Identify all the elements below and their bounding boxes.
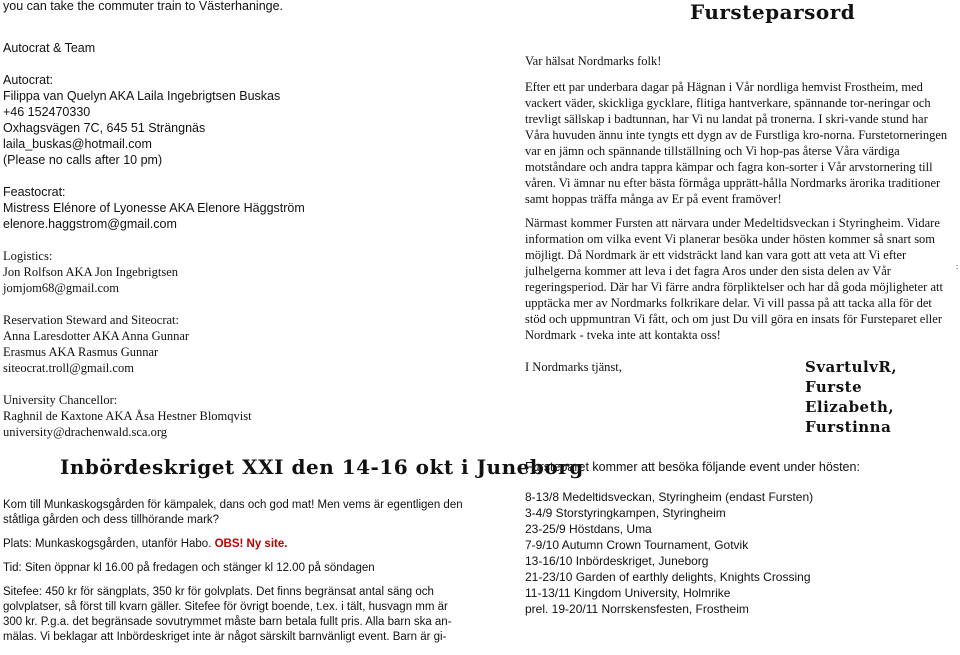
feastocrat-label: Feastocrat: [3,185,66,199]
autocrat-phone: +46 152470330 [3,105,91,119]
autocrat-email[interactable]: laila_buskas@hotmail.com [3,137,152,151]
events-list-title: Fursteparet kommer att besöka följande event under hösten: [525,460,860,474]
reservation-name-1: Anna Laresdotter AKA Anna Gunnar [3,329,190,343]
feastocrat-email[interactable]: elenore.haggstrom@gmail.com [3,217,177,231]
logistics-name: Jon Rolfson AKA Jon Ingebrigtsen [3,265,178,279]
autocrat-note: (Please no calls after 10 pm) [3,153,163,167]
signature-block [525,351,953,436]
autocrat-team-heading: Autocrat & Team [3,41,96,55]
top-fragment-text: you can take the commuter train to Västerhaninge. [3,0,284,13]
event-time: Tid: Siten öppnar kl 16.00 på fredagen och stänger kl 12.00 på söndagen [3,562,375,574]
autocrat-name: Filippa van Quelyn AKA Laila Ingebrigtsen Buskas [3,89,281,103]
list-item: 11-13/11 Kingdom University, Holmrike [525,586,731,600]
autocrat-block [3,72,463,168]
list-item: 7-9/10 Autumn Crown Tournament, Gotvik [525,538,749,552]
event-place-note: OBS! Ny site. [214,538,288,550]
autocrat-label: Autocrat: [3,73,54,87]
letter-body [525,53,953,436]
reservation-label: Reservation Steward and Siteocrat: [3,313,179,327]
list-item: 13-16/10 Inbördeskriget, Juneborg [525,554,709,568]
letter-closing: I Nordmarks tjänst, [525,360,622,374]
events-list [525,489,813,617]
logistics-email[interactable]: jomjom68@gmail.com [3,281,120,295]
university-email[interactable]: university@drachenwald.sca.org [3,425,168,439]
list-item: 23-25/9 Höstdans, Uma [525,522,652,536]
logistics-block [3,248,463,296]
autocrat-address: Oxhagsvägen 7C, 645 51 Strängnäs [3,121,206,135]
logistics-label: Logistics: [3,249,53,263]
letter-greeting: Var hälsat Nordmarks folk! [525,54,662,68]
letter-paragraph-1: Efter ett par underbara dagar på Hägnan i Vår nordliga hemvist Frostheim, med vackert väder, skickliga gycklare, flitiga hantverkare, spännande tor-neringar och trevligt sällskap i badtunnan, har Vi nu landat på tronerna. I skri-vande stund har Våra huvuden ännu inte tyngts ett dygn av de Furstliga kro-norna. Furstetorneringen var en jämn och spännande tillställning och Vi hop-pas återse Våra värdiga motståndare och andra tappra kämpar och fagra kon-sorter i Vår arvstornering till våren. Vi ämnar nu efter bästa förmåga upprätt-hålla Nordmarks ärorika traditioner samt hoppas träffa många av Er på event framöver! [525,80,948,206]
event-fees: Sitefee: 450 kr för sängplats, 350 kr för golvplats. Det finns begränsat antal säng och golvplatser, så först till kvarn gäller. Sitefee för övrigt boende, t.ex. i tält, husvagn mm är 300 kr. P.g.a. det begränsade sovutrymmet måste barn betala fullt pris. Alla barn ska an-mälas. Vi beklagar att Inbördeskriget inte är något särskilt barnvänligt event. Barn är gi- [3,586,452,643]
university-block [3,392,463,440]
list-item: 3-4/9 Storstyringkampen, Styringheim [525,506,726,520]
reservation-name-2: Erasmus AKA Rasmus Gunnar [3,345,159,359]
letter-title: Fursteparsord [690,0,856,24]
list-item: prel. 19-20/11 Norrskensfesten, Frostheim [525,602,749,616]
university-label: University Chancellor: [3,393,118,407]
signatures [805,357,953,437]
university-name: Raghnil de Kaxtone AKA Åsa Hestner Blomqvist [3,409,252,423]
signature-furstinna: Elizabeth, Furstinna [805,398,895,436]
side-mark: : [956,262,959,271]
event-info [3,498,463,654]
reservation-email[interactable]: siteocrat.troll@gmail.com [3,361,134,375]
contact-column [3,40,463,456]
autocrat-team-heading-block [3,40,463,56]
letter-paragraph-2: Närmast kommer Fursten att närvara under Medeltidsveckan i Styringheim. Vidare information om vilka event Vi planerar besöka under hösten kommer så snart som möjligt. Då Nordmark är ett vidsträckt land kan vara gott att veta att Vi efter julhelgerna kommer att leva i det fagra Aros under den sista delen av Vår regeringsperiod. Där har Vi färre andra förpliktelser och har då goda möjligheter att upptäcka mer av Nordmarks folkrikare delar. Vi vill passa på att tacka alla för det stöd och uppmuntran Vi fått, och om just Du vill göra en insats för Fursteparet eller Nordmark - tveka inte att kontakta oss! [525,216,943,342]
event-title: Inbördeskriget XXI den 14-16 okt i Juneborg [60,455,584,479]
signature-furste: SvartulvR, Furste [805,358,898,396]
list-item: 8-13/8 Medeltidsveckan, Styringheim (endast Fursten) [525,490,814,504]
event-place-text: Plats: Munkaskogsgården, utanför Habo. [3,538,215,550]
feastocrat-block [3,184,463,232]
list-item: 21-23/10 Garden of earthly delights, Knights Crossing [525,570,811,584]
event-place [3,537,463,552]
reservation-block [3,312,463,376]
feastocrat-name: Mistress Elénore of Lyonesse AKA Elenore Häggström [3,201,305,215]
event-intro: Kom till Munkaskogsgården för kämpalek, dans och god mat! Men vems är egentligen den ståtliga gården och dess tillhörande mark? [3,499,463,526]
